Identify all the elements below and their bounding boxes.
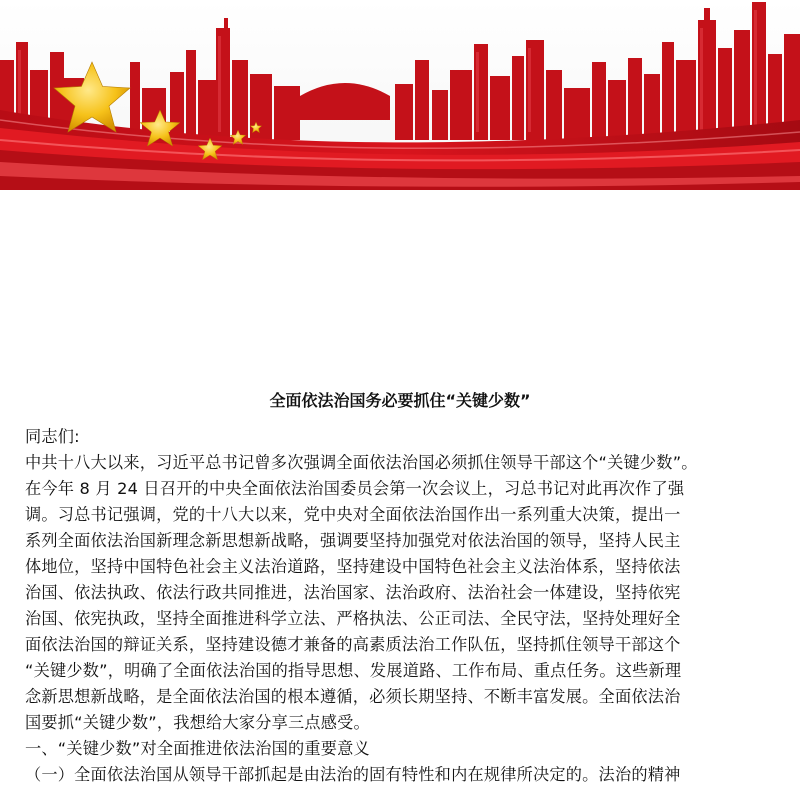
paragraph-line: 治国、依法执政、依法行政共同推进，法治国家、法治政府、法治社会一体建设，坚持依宪	[25, 583, 681, 602]
paragraph-line: （一）全面依法治国从领导干部抓起是由法治的固有特性和内在规律所决定的。法治的精神	[25, 765, 681, 784]
paragraph-line: 面依法治国的辩证关系，坚持建设德才兼备的高素质法治工作队伍，坚持抓住领导干部这个	[25, 635, 681, 654]
section-heading: 一、“关键少数”对全面推进依法治国的重要意义	[25, 739, 370, 758]
paragraph-line: 系列全面依法治国新理念新思想新战略，强调要坚持加强党对依法治国的领导，坚持人民主	[25, 531, 681, 550]
document-title: 全面依法治国务必要抓住“关键少数”	[269, 391, 531, 410]
paragraph-line: 同志们:	[25, 427, 80, 446]
paragraph-line: 在今年 8 月 24 日召开的中央全面依法治国委员会第一次会议上，习总书记对此再次作了强	[25, 479, 685, 498]
paragraph-line: 国要抓“关键少数”，我想给大家分享三点感受。	[25, 713, 370, 732]
paragraph-line: “关键少数”，明确了全面依法治国的指导思想、发展道路、工作布局、重点任务。这些新理	[25, 661, 682, 680]
paragraph-line: 念新思想新战略，是全面依法治国的根本遵循，必须长期坚持、不断丰富发展。全面依法治	[25, 687, 681, 706]
paragraph-line: 调。习总书记强调，党的十八大以来，党中央对全面依法治国作出一系列重大决策，提出一	[25, 505, 681, 524]
paragraph-line: 体地位，坚持中国特色社会主义法治道路，坚持建设中国特色社会主义法治体系，坚持依法	[25, 557, 681, 576]
paragraph-line: 中共十八大以来，习近平总书记曾多次强调全面依法治国必须抓住领导干部这个“关键少数”。	[25, 453, 698, 472]
paragraph-line: 治国、依宪执政，坚持全面推进科学立法、严格执法、公正司法、全民守法，坚持处理好全	[25, 609, 681, 628]
header-banner	[0, 0, 800, 190]
